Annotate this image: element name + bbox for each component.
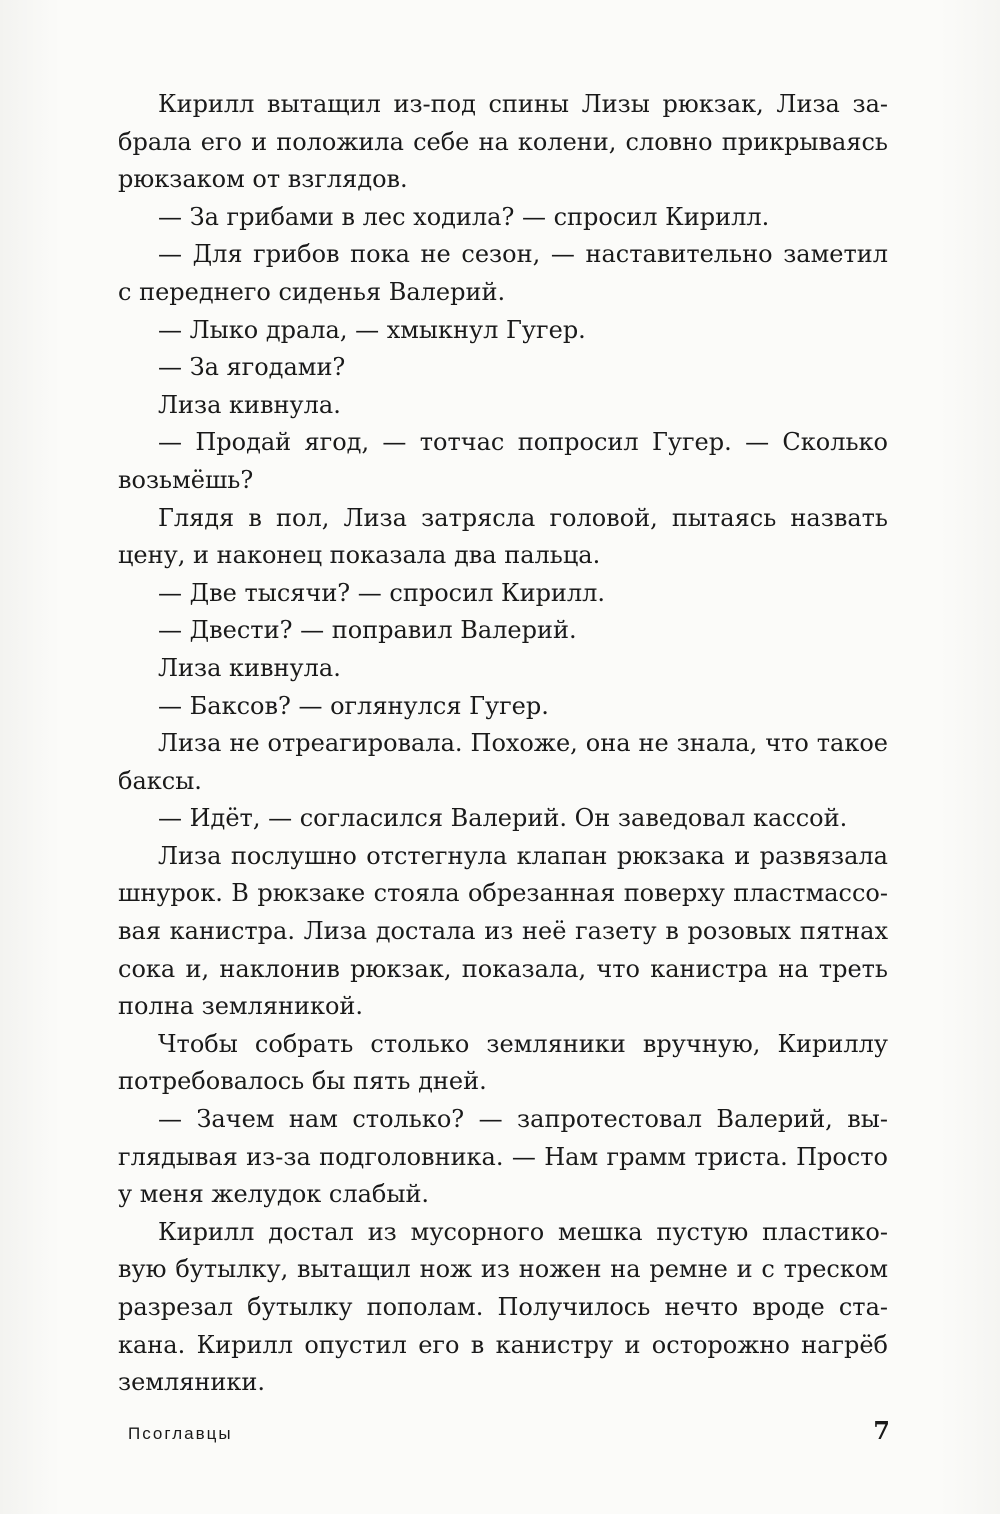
- text-line: — Лыко драла, — хмыкнул Гугер.: [158, 315, 586, 344]
- paragraph: [118, 1026, 888, 1101]
- text-line: вая канистра. Лиза достала из неё газету в розовых пятнах: [118, 917, 888, 946]
- text-line: Лиза послушно отстегнула клапан рюкзака и развязала: [158, 841, 888, 870]
- text-line: Кирилл достал из мусорного мешка пустую пластико-: [158, 1217, 888, 1246]
- body-text: [118, 86, 888, 1402]
- text-line: Глядя в пол, Лиза затрясла головой, пытаясь назвать: [158, 503, 888, 532]
- text-line: — Две тысячи? — спросил Кирилл.: [158, 578, 606, 607]
- text-line: — Баксов? — оглянулся Гугер.: [158, 691, 549, 720]
- text-line: — Для грибов пока не сезон, — наставительно заметил: [158, 240, 888, 269]
- text-line: шнурок. В рюкзаке стояла обрезанная поверху пластмассо-: [118, 879, 888, 908]
- text-line: Кирилл вытащил из-под спины Лизы рюкзак, Лиза за-: [158, 90, 888, 118]
- text-line: кана. Кирилл опустил его в канистру и осторожно нагрёб: [118, 1330, 888, 1359]
- text-line: — Зачем нам столько? — запротестовал Валерий, вы-: [158, 1105, 888, 1134]
- text-line: сока и, наклонив рюкзак, показала, что канистра на треть: [118, 954, 888, 983]
- paragraph: [118, 688, 888, 726]
- text-line: баксы.: [118, 766, 202, 795]
- paragraph: [118, 725, 888, 800]
- text-line: — Идёт, — согласился Валерий. Он заведовал кассой.: [158, 804, 848, 833]
- paragraph: [118, 86, 888, 199]
- paragraph: [118, 236, 888, 311]
- paragraph: [118, 650, 888, 688]
- text-line: глядывая из-за подголовника. — Нам грамм триста. Просто: [118, 1142, 888, 1171]
- paragraph: [118, 612, 888, 650]
- text-line: Лиза не отреагировала. Похоже, она не знала, что такое: [158, 729, 888, 758]
- paragraph: [118, 424, 888, 499]
- text-line: брала его и положила себе на колени, словно прикрываясь: [118, 127, 888, 156]
- paragraph: [118, 312, 888, 350]
- text-line: — За грибами в лес ходила? — спросил Кирилл.: [158, 202, 770, 231]
- paragraph: [118, 1101, 888, 1214]
- text-line: земляники.: [118, 1368, 265, 1397]
- page-footer: [128, 1416, 890, 1456]
- paragraph: [118, 349, 888, 387]
- running-title: Псоглавцы: [128, 1424, 233, 1443]
- paragraph: [118, 199, 888, 237]
- paragraph: [118, 387, 888, 425]
- paragraph: [118, 500, 888, 575]
- text-line: — За ягодами?: [158, 353, 346, 382]
- text-line: вую бутылку, вытащил нож из ножен на ремне и с треском: [118, 1255, 888, 1284]
- text-line: Лиза кивнула.: [158, 653, 341, 682]
- text-line: — Двести? — поправил Валерий.: [158, 616, 577, 645]
- paragraph: [118, 575, 888, 613]
- text-line: — Продай ягод, — тотчас попросил Гугер. — Сколько: [158, 428, 888, 457]
- paragraph: [118, 838, 888, 1026]
- text-line: рюкзаком от взглядов.: [118, 165, 408, 194]
- text-line: разрезал бутылку пополам. Получилось нечто вроде ста-: [118, 1293, 888, 1321]
- text-line: полна земляникой.: [118, 992, 364, 1021]
- text-line: с переднего сиденья Валерий.: [118, 277, 506, 306]
- text-line: у меня желудок слабый.: [118, 1180, 430, 1209]
- page-number: 7: [873, 1416, 890, 1445]
- text-line: Чтобы собрать столько земляники вручную, Кириллу: [158, 1029, 888, 1058]
- paragraph: [118, 1214, 888, 1402]
- text-line: Лиза кивнула.: [158, 390, 341, 419]
- paragraph: [118, 800, 888, 838]
- text-line: потребовалось бы пять дней.: [118, 1067, 487, 1096]
- text-line: возьмёшь?: [118, 465, 254, 494]
- text-line: цену, и наконец показала два пальца.: [118, 541, 601, 570]
